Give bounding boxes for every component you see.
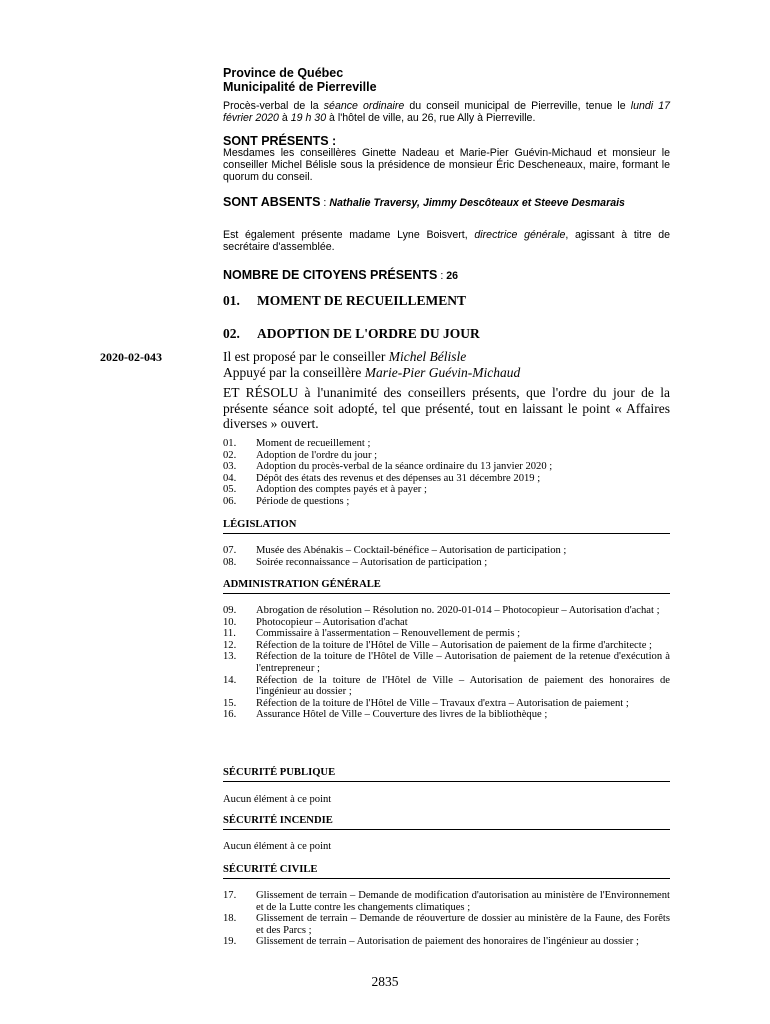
absents-names: Nathalie Traversy, Jimmy Descôteaux et Steeve Desmarais xyxy=(329,197,625,209)
agenda-item-number: 07. xyxy=(223,545,237,556)
section-01-number: 01. xyxy=(223,293,240,308)
agenda-item-text: Période de questions ; xyxy=(256,495,350,507)
intro-text-2: du conseil municipal de Pierreville, tenue le xyxy=(404,100,631,112)
citizens-sep: : xyxy=(437,270,447,282)
agenda-item-text: Commissaire à l'assermentation – Renouvellement de permis ; xyxy=(256,628,521,640)
agenda-item xyxy=(223,496,670,508)
section-02-heading xyxy=(223,326,670,342)
agenda-item-number: 04. xyxy=(223,472,237,484)
resolution-text: ET RÉSOLU à l'unanimité des conseillers présents, que l'ordre du jour de la présente séance soit adopté, tel que présenté, tout en laissant le point « Affaires diverses » ouvert. xyxy=(223,385,670,431)
seconded-name: Marie-Pier Guévin-Michaud xyxy=(364,364,521,380)
presents-text: Mesdames les conseillères Ginette Nadeau et Marie-Pier Guévin-Michaud et monsieur le conseiller Michel Bélisle sous la présidence de monsieur Éric Descheneaux, maire, formant le quorum du conseil. xyxy=(223,147,670,184)
presents-heading: SONT PRÉSENTS : xyxy=(223,134,337,148)
absents-paragraph xyxy=(223,195,670,210)
proposed-line xyxy=(223,349,670,365)
seconded-line xyxy=(223,365,670,381)
absents-sep: : xyxy=(320,197,330,209)
agenda-item-number: 13. xyxy=(223,651,237,663)
agenda-item-text: Glissement de terrain – Demande de réouverture de dossier au ministère de la Faune, des Forêts et des Parcs ; xyxy=(256,913,670,936)
section-02-title: ADOPTION DE L'ORDRE DU JOUR xyxy=(257,326,480,341)
securite-publique-text: Aucun élément à ce point xyxy=(223,794,332,805)
agenda-item-text: Soirée reconnaissance – Autorisation de participation ; xyxy=(256,556,488,568)
section-01-title: MOMENT DE RECUEILLEMENT xyxy=(257,293,467,308)
also-present-text-1: Est également présente madame Lyne Boisvert, xyxy=(223,229,475,241)
agenda-list-legislation xyxy=(223,545,670,568)
agenda-item-text: Abrogation de résolution – Résolution no. 2020-01-014 – Photocopieur – Autorisation d'achat ; xyxy=(256,605,660,616)
agenda-item-text: Assurance Hôtel de Ville – Couverture des livres de la bibliothèque ; xyxy=(256,709,548,721)
intro-text-1: Procès-verbal de la xyxy=(223,100,324,112)
agenda-list-administration xyxy=(223,605,670,721)
agenda-item-text: Adoption du procès-verbal de la séance ordinaire du 13 janvier 2020 ; xyxy=(256,461,553,473)
resolution-movers xyxy=(223,349,670,380)
intro-text-3: à xyxy=(278,112,291,125)
municipality-title: Municipalité de Pierreville xyxy=(223,80,377,94)
agenda-item-number: 05. xyxy=(223,484,237,496)
section-legislation-heading: LÉGISLATION xyxy=(223,519,670,534)
agenda-item xyxy=(223,709,670,721)
agenda-list-securite-civile xyxy=(223,890,670,948)
intro-date: lundi 17 février 2020 xyxy=(223,100,671,125)
agenda-item-number: 10. xyxy=(223,616,237,628)
agenda-item-number: 02. xyxy=(223,449,237,461)
document-header xyxy=(223,66,670,94)
agenda-item-number: 14. xyxy=(223,674,237,686)
resolution-number: 2020-02-043 xyxy=(100,350,162,364)
also-present-role: directrice générale xyxy=(474,229,566,241)
agenda-item xyxy=(223,473,670,485)
agenda-item-number: 18. xyxy=(223,913,237,925)
seconded-label: Appuyé par la conseillère xyxy=(223,364,365,380)
agenda-item-text: Réfection de la toiture de l'Hôtel de Ville – Autorisation de paiement de la firme d'architecte ; xyxy=(256,639,652,651)
agenda-item xyxy=(223,438,670,450)
province-title: Province de Québec xyxy=(223,66,344,80)
agenda-item-text: Dépôt des états des revenus et des dépenses au 31 décembre 2019 ; xyxy=(256,472,541,484)
intro-paragraph xyxy=(223,100,670,124)
agenda-item-text: Réfection de la toiture de l'Hôtel de Ville – Autorisation de paiement de la retenue d'exécution à l'entrepreneur ; xyxy=(256,651,670,674)
section-securite-civile-heading: SÉCURITÉ CIVILE xyxy=(223,864,670,879)
agenda-item-text: Glissement de terrain – Demande de modification d'autorisation au ministère de l'Environnement et de la Lutte contre les changements climatiques ; xyxy=(256,890,670,913)
agenda-item xyxy=(223,605,670,617)
agenda-item-number: 11. xyxy=(223,628,236,640)
agenda-item-text: Réfection de la toiture de l'Hôtel de Ville – Autorisation de paiement des honoraires de l'ingénieur au dossier ; xyxy=(256,674,670,698)
agenda-item xyxy=(223,617,670,629)
agenda-item xyxy=(223,484,670,496)
agenda-item-number: 09. xyxy=(223,605,237,616)
agenda-item xyxy=(223,461,670,473)
citizens-count-line xyxy=(223,266,670,284)
agenda-item-number: 03. xyxy=(223,461,237,473)
proposed-name: Michel Bélisle xyxy=(388,349,467,364)
citizens-label: NOMBRE DE CITOYENS PRÉSENTS xyxy=(223,268,438,282)
agenda-item-number: 15. xyxy=(223,697,237,709)
agenda-item-text: Adoption des comptes payés et à payer ; xyxy=(256,484,427,496)
agenda-item-text: Réfection de la toiture de l'Hôtel de Ville – Travaux d'extra – Autorisation de paiement ; xyxy=(256,697,629,709)
agenda-item xyxy=(223,913,670,936)
securite-incendie-text: Aucun élément à ce point xyxy=(223,841,332,852)
agenda-item xyxy=(223,628,670,640)
agenda-list-general xyxy=(223,438,670,508)
agenda-item-number: 17. xyxy=(223,890,237,901)
agenda-item-text: Adoption de l'ordre du jour ; xyxy=(256,449,378,461)
agenda-item-number: 08. xyxy=(223,556,237,568)
agenda-item-text: Photocopieur – Autorisation d'achat xyxy=(256,616,408,628)
agenda-item xyxy=(223,698,670,710)
section-administration-heading: ADMINISTRATION GÉNÉRALE xyxy=(223,579,670,594)
agenda-item xyxy=(223,545,670,557)
agenda-item xyxy=(223,450,670,462)
agenda-item xyxy=(223,640,670,652)
agenda-item xyxy=(223,890,670,913)
agenda-item-number: 06. xyxy=(223,495,237,507)
agenda-item xyxy=(223,936,670,948)
agenda-item xyxy=(223,675,670,698)
agenda-item-number: 01. xyxy=(223,438,237,449)
agenda-item xyxy=(223,651,670,674)
page-number: 2835 xyxy=(371,974,399,989)
citizens-count: 26 xyxy=(446,270,459,282)
section-securite-incendie-heading: SÉCURITÉ INCENDIE xyxy=(223,815,670,830)
proposed-label: Il est proposé par le conseiller xyxy=(223,349,389,364)
agenda-item-text: Glissement de terrain – Autorisation de paiement des honoraires de l'ingénieur au dossier ; xyxy=(256,936,639,948)
agenda-item xyxy=(223,557,670,569)
absents-heading: SONT ABSENTS xyxy=(223,195,321,209)
agenda-item-text: Musée des Abénakis – Cocktail-bénéfice – Autorisation de participation ; xyxy=(256,545,567,556)
section-02-number: 02. xyxy=(223,326,240,341)
agenda-item-number: 16. xyxy=(223,709,237,721)
intro-session-type: séance ordinaire xyxy=(323,100,405,112)
agenda-item-number: 19. xyxy=(223,936,237,948)
also-present-text-2: , agissant à titre de secrétaire d'assemblée. xyxy=(223,229,671,254)
also-present-paragraph xyxy=(223,229,670,253)
intro-time: 19 h 30 xyxy=(290,112,327,125)
agenda-item-text: Moment de recueillement ; xyxy=(256,438,371,449)
agenda-item-number: 12. xyxy=(223,639,237,651)
intro-text-4: à l'hôtel de ville, au 26, rue Ally à Pierreville. xyxy=(326,112,536,125)
section-01-heading xyxy=(223,293,670,309)
section-securite-publique-heading: SÉCURITÉ PUBLIQUE xyxy=(223,767,670,782)
